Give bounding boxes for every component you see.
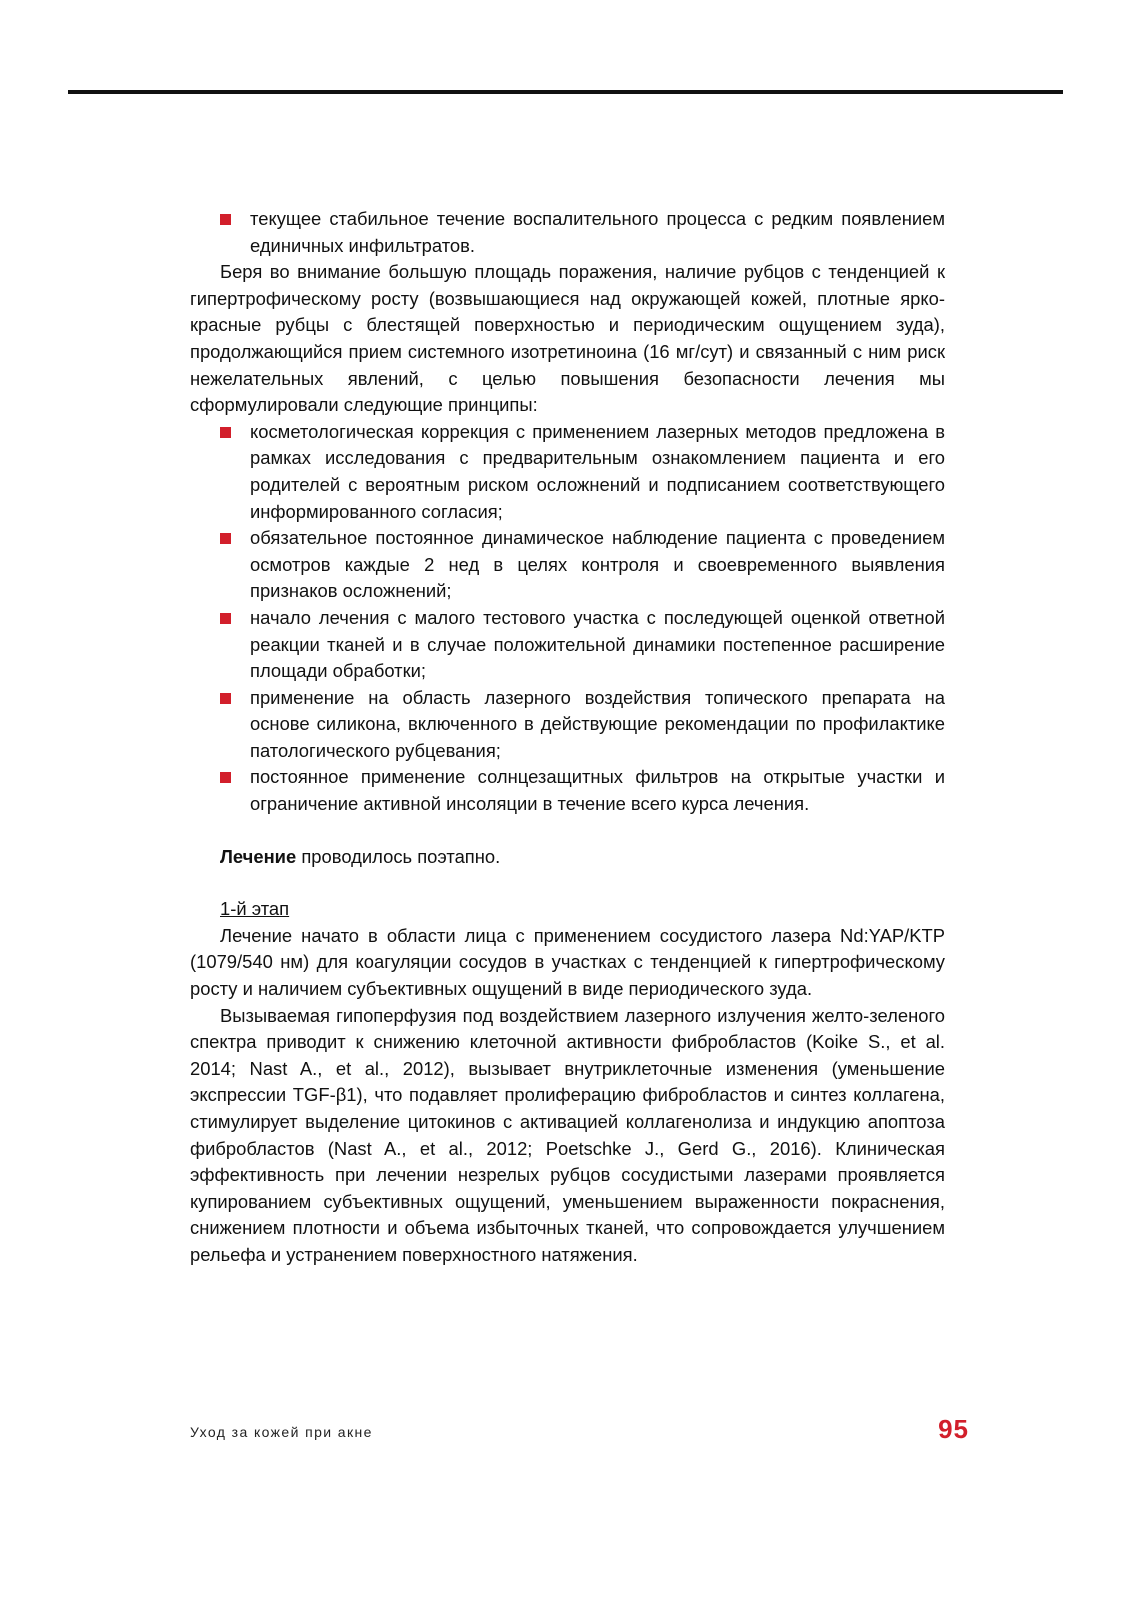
list-item	[190, 685, 945, 765]
stage-paragraph: Вызываемая гипоперфузия под воздействием лазерного излучения желто-зеленого спектра приводит к снижению клеточной активности фибробластов (Koike S., et al. 2014; Nast A., et al., 2012), вызывает внутриклеточные изменения (уменьшение экспрессии TGF-β1), что подавляет пролиферацию фибробластов и синтез коллагена, стимулирует выделение цитокинов с активацией коллагенолиза и индукцию апоптоза фибробластов (Nast A., et al., 2012; Poetschke J., Gerd G., 2016). Клиническая эффективность при лечении незрелых рубцов сосудистыми лазерами проявляется купированием субъективных ощущений, уменьшением выраженности покраснения, снижением плотности и объема избыточных тканей, что сопровождается улучшением рельефа и устранением поверхностного натяжения.	[190, 1004, 945, 1265]
list-item-text: применение на область лазерного воздействия топического препарата на основе силикона, включенного в действующие рекомендации по профилактике патологического рубцевания;	[250, 686, 945, 761]
page-body	[190, 206, 945, 1269]
bullet-square-icon	[220, 427, 231, 438]
intro-paragraph: Беря во внимание большую площадь поражения, наличие рубцов с тенденцией к гипертрофическому росту (возвышающиеся над окружающей кожей, плотные ярко-красные рубцы с блестящей поверхностью и периодическим ощущением зуда), продолжающийся прием системного изотретиноина (16 мг/сут) и связанный с ним риск нежелательных явлений, с целью повышения безопасности лечения мы сформулировали следующие принципы:	[190, 261, 945, 416]
bullet-square-icon	[220, 533, 231, 544]
bullet-square-icon	[220, 214, 231, 225]
list-item	[190, 419, 945, 525]
list-item-text: постоянное применение солнцезащитных фильтров на открытые участки и ограничение активной инсоляции в течение всего курса лечения.	[250, 766, 945, 815]
header-rule	[68, 90, 1063, 94]
bullet-square-icon	[220, 772, 231, 783]
list-item-text: начало лечения с малого тестового участка с последующей оценкой ответной реакции тканей и в случае положительной динамики постепенное расширение площади обработки;	[250, 606, 945, 682]
list-item	[190, 764, 945, 817]
stage-paragraph: Лечение начато в области лица с применением сосудистого лазера Nd:YAP/KTP (1079/540 нм) для коагуляции сосудов в участках с тенденцией к гипертрофическому росту и наличием субъективных ощущений в виде периодического зуда.	[190, 924, 945, 1000]
stage-heading: 1-й этап	[220, 898, 290, 920]
list-item-text: обязательное постоянное динамическое наблюдение пациента с проведением осмотров каждые 2 нед в целях контроля и своевременного выявления признаков осложнений;	[250, 527, 945, 602]
list-item	[190, 605, 945, 685]
treatment-lead-bold: Лечение	[220, 845, 297, 867]
bullet-square-icon	[220, 693, 231, 704]
list-item-text: текущее стабильное течение воспалительного процесса с редким появлением единичных инфильтратов.	[250, 208, 945, 256]
list-item	[190, 206, 945, 259]
bullet-list-top	[190, 206, 945, 259]
list-item-text: косметологическая коррекция с применением лазерных методов предложена в рамках исследования с предварительным ознакомлением пациента и его родителей с вероятным риском осложнений и подписанием соответствующего информированного согласия;	[250, 420, 945, 522]
treatment-lead-rest: проводилось поэтапно.	[296, 845, 501, 867]
principles-list	[190, 419, 945, 818]
page-number: 95	[938, 1414, 969, 1444]
list-item	[190, 525, 945, 605]
treatment-lead	[190, 844, 945, 871]
bullet-square-icon	[220, 613, 231, 624]
footer-book-title: Уход за кожей при акне	[190, 1424, 373, 1440]
